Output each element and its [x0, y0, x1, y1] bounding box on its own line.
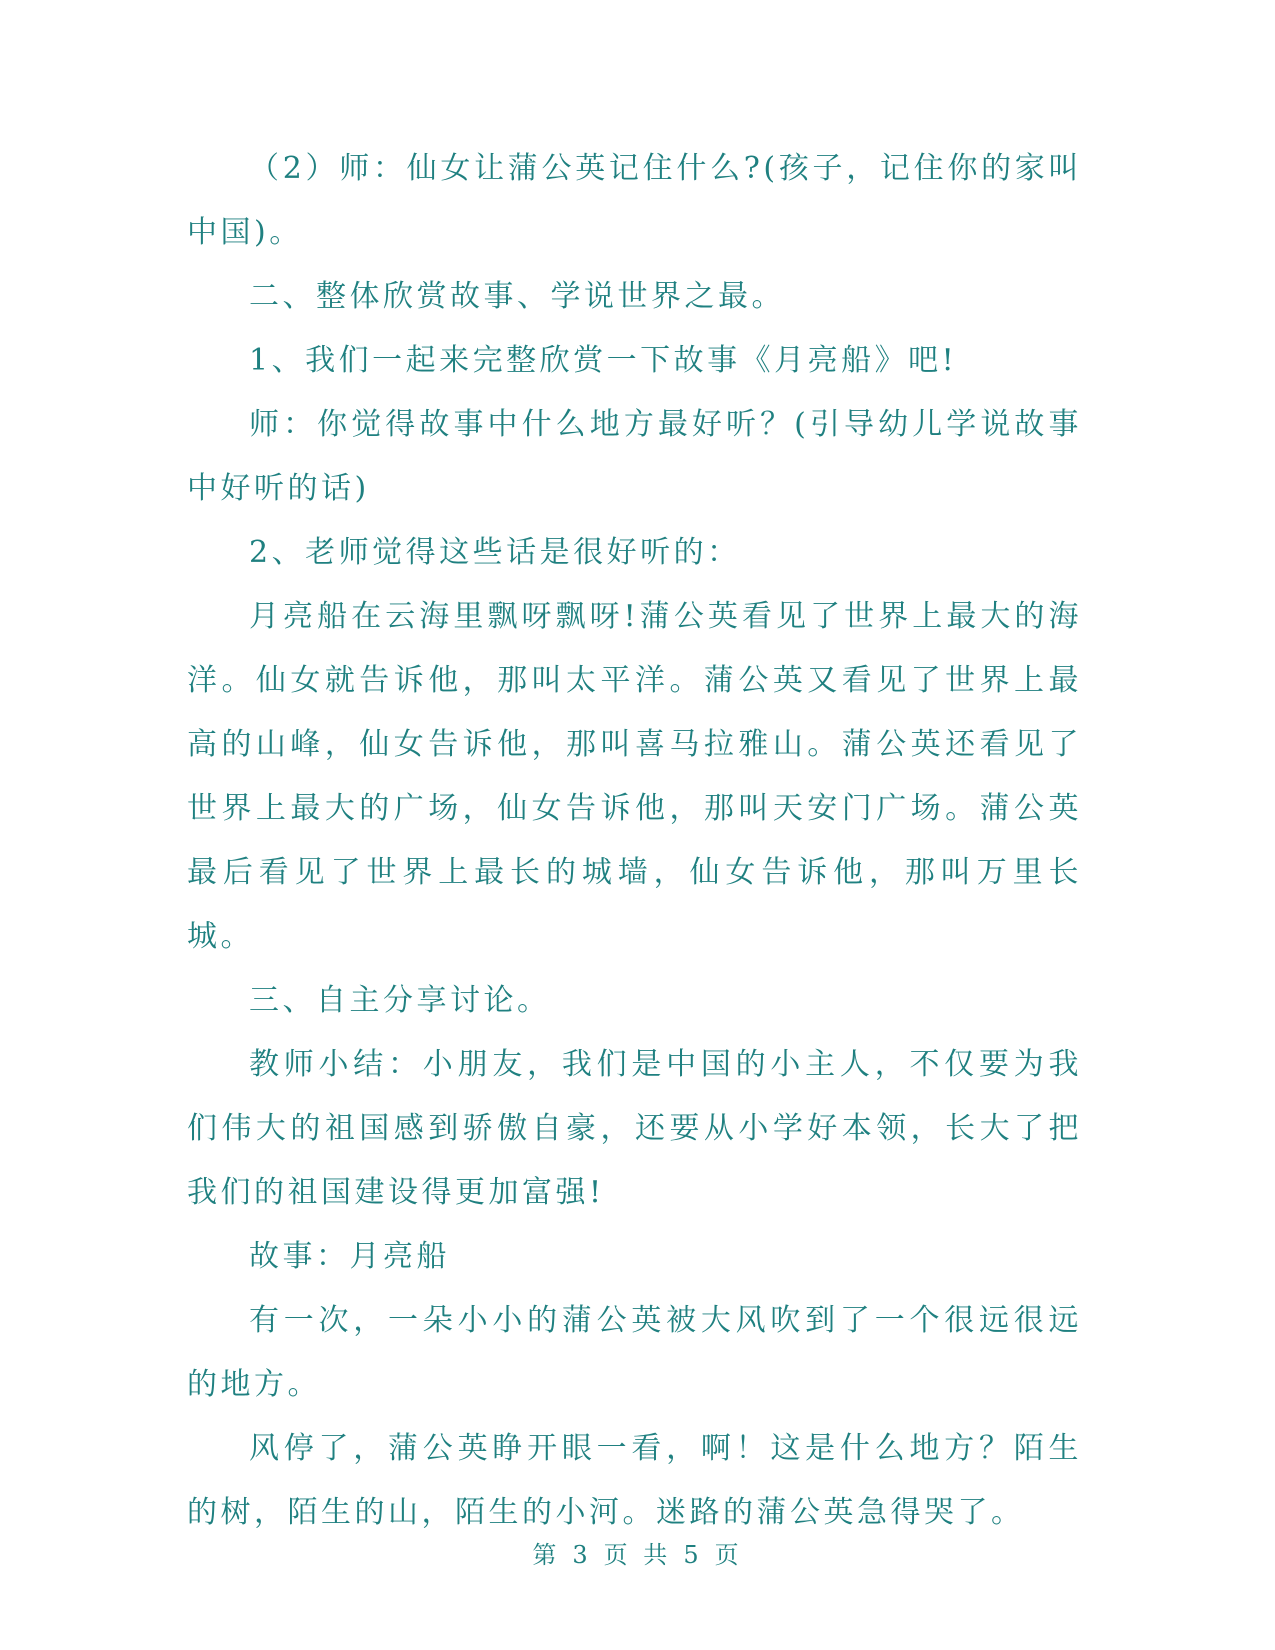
- footer-prefix: 第: [532, 1541, 561, 1569]
- current-page-number: 3: [572, 1541, 592, 1569]
- document-body: [187, 137, 1082, 1545]
- section-heading: 二、整体欣赏故事、学说世界之最。: [249, 279, 785, 314]
- paragraph: 风停了，蒲公英睁开眼一看，啊！这是什么地方？陌生的树，陌生的山，陌生的小河。迷路的蒲公英急得哭了。: [187, 1431, 1082, 1530]
- footer-middle: 页 共: [603, 1541, 672, 1569]
- section-heading: 三、自主分享讨论。: [249, 983, 551, 1018]
- paragraph: 有一次，一朵小小的蒲公英被大风吹到了一个很远很远的地方。: [187, 1303, 1082, 1402]
- footer-suffix: 页: [714, 1541, 743, 1569]
- page-footer: [0, 1535, 1275, 1570]
- total-pages-number: 5: [683, 1541, 703, 1569]
- story-title: 故事：月亮船: [249, 1239, 450, 1274]
- paragraph: 1、我们一起来完整欣赏一下故事《月亮船》吧!: [249, 343, 958, 378]
- paragraph: 教师小结：小朋友，我们是中国的小主人，不仅要为我们伟大的祖国感到骄傲自豪，还要从小学好本领，长大了把我们的祖国建设得更加富强!: [187, 1047, 1082, 1210]
- paragraph: 月亮船在云海里飘呀飘呀!蒲公英看见了世界上最大的海洋。仙女就告诉他，那叫太平洋。蒲公英又看见了世界上最高的山峰，仙女告诉他，那叫喜马拉雅山。蒲公英还看见了世界上最大的广场，仙女告诉他，那叫天安门广场。蒲公英最后看见了世界上最长的城墙，仙女告诉他，那叫万里长城。: [187, 599, 1082, 954]
- paragraph: 师：你觉得故事中什么地方最好听？(引导幼儿学说故事中好听的话): [187, 407, 1082, 506]
- paragraph: （2）师：仙女让蒲公英记住什么?(孩子，记住你的家叫中国)。: [187, 151, 1082, 250]
- paragraph: 2、老师觉得这些话是很好听的：: [249, 535, 741, 570]
